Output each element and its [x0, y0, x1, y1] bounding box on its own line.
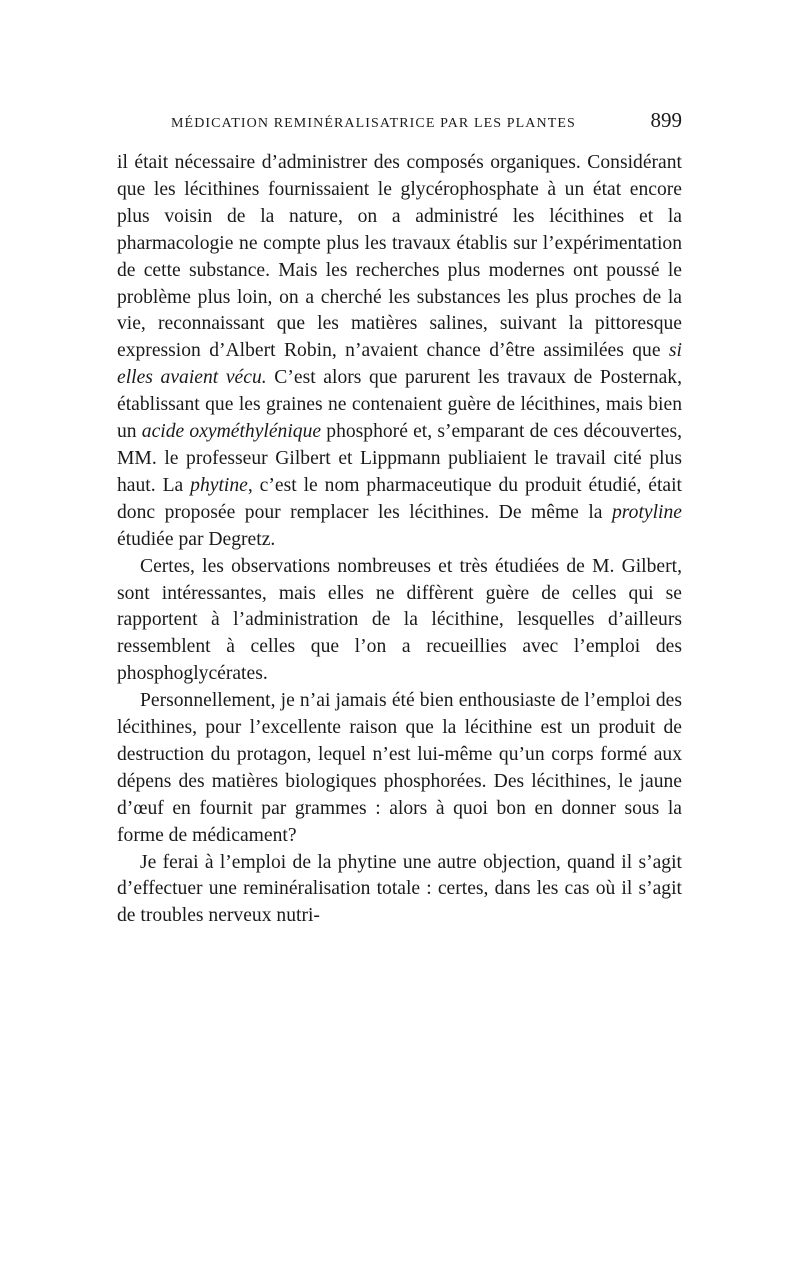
paragraph-1-text-b: C’est alors que parurent les travaux de Posternak, établissant que les graines ne contenaient guère de lécithines, mais bien un	[117, 367, 682, 443]
paragraph-4: Je ferai à l’emploi de la phytine une autre objection, quand il s’agit d’effectuer une reminéralisation totale : certes, dans les cas où il s’agit de troubles nerveux nutri-	[117, 851, 682, 927]
italic-phrase-vecu: si elles avaient vécu.	[117, 340, 682, 389]
running-title: MÉDICATION REMINÉRALISATRICE PAR LES PLANTES	[171, 116, 576, 131]
book-page	[117, 108, 682, 930]
italic-phrase-phytine: phytine	[190, 474, 248, 496]
paragraph-1-text-c: phosphoré et, s’emparant de ces découvertes, MM. le professeur Gilbert et Lippmann publiaient le travail cité plus haut. La	[117, 421, 682, 496]
paragraph-2: Certes, les observations nombreuses et très étudiées de M. Gilbert, sont intéressantes, mais elles ne diffèrent guère de celles qui se rapportent à l’administration de la lécithine, lesquelles d’ailleurs ressemblent à celles que l’on a recueillies avec l’emploi des phosphoglycérates.	[117, 555, 682, 685]
paragraph-1-text-d: , c’est le nom pharmaceutique du produit étudié, était donc proposée pour remplacer les lécithines. De même la	[117, 474, 682, 523]
paragraph-1-text-e: étudiée par Degretz.	[117, 528, 276, 550]
paragraph-3: Personnellement, je n’ai jamais été bien enthousiaste de l’emploi des lécithines, pour l’excellente raison que la lécithine est un produit de destruction du protagon, lequel n’est lui-même qu’un corps formé aux dépens des matières biologiques phosphorées. Des lécithines, le jaune d’œuf en fournit par grammes : alors à quoi bon en donner sous la forme de médicament?	[117, 690, 682, 846]
body-text	[117, 150, 682, 930]
running-head	[117, 108, 682, 144]
italic-phrase-protyline: protyline	[611, 501, 682, 523]
paragraph-1-text-a: il était nécessaire d’administrer des composés organiques. Considérant que les lécithines fournissaient le glycérophosphate à un état encore plus voisin de la nature, on a administré les lécithines et la pharmacologie ne compte plus les travaux établis sur l’expérimentation de cette substance. Mais les recherches plus modernes ont poussé le problème plus loin, on a cherché les substances les plus proches de la vie, reconnaissant que les matières salines, suivant la pittoresque expression d’Albert Robin, n’avaient chance d’être assimilées que	[117, 152, 682, 362]
italic-phrase-acide: acide oxyméthylénique	[141, 421, 322, 443]
paragraph-1	[117, 150, 682, 554]
page-number: 899	[650, 108, 682, 132]
